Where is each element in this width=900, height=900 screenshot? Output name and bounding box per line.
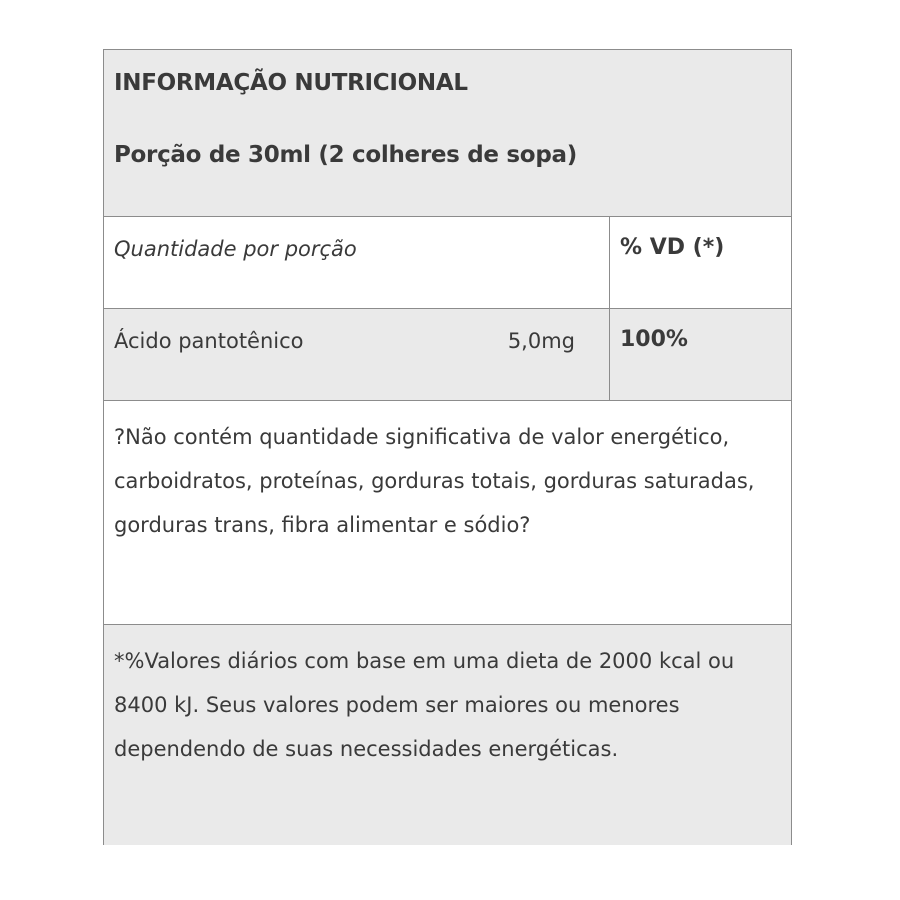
table-title: INFORMAÇÃO NUTRICIONAL — [114, 70, 468, 96]
nutrient-vd: 100% — [620, 327, 688, 352]
quantity-per-portion-label: Quantidade por porção — [114, 237, 357, 261]
not-significant-note: ?Não contém quantidade significativa de valor energético, carboidratos, proteínas, gorduras totais, gorduras saturadas, gorduras trans, fibra alimentar e sódio? — [114, 425, 755, 537]
nutrient-amount: 5,0mg — [507, 329, 575, 353]
not-significant-note-row — [104, 400, 791, 624]
daily-values-note: *%Valores diários com base em uma dieta de 2000 kcal ou 8400 kJ. Seus valores podem ser maiores ou menores dependendo de suas necessidades energéticas. — [114, 649, 735, 761]
nutrient-vd-cell — [609, 309, 791, 400]
portion-size: Porção de 30ml (2 colheres de sopa) — [114, 142, 577, 168]
nutrient-row — [104, 308, 791, 400]
column-header-right — [609, 217, 791, 308]
column-header-row — [104, 216, 791, 308]
nutrition-facts-table — [103, 49, 792, 845]
column-header-left — [104, 217, 609, 308]
daily-values-note-row — [104, 624, 791, 845]
header-row — [104, 50, 791, 216]
nutrient-name: Ácido pantotênico — [114, 329, 304, 353]
daily-value-label: % VD (*) — [620, 235, 725, 260]
nutrient-cell — [104, 309, 609, 400]
